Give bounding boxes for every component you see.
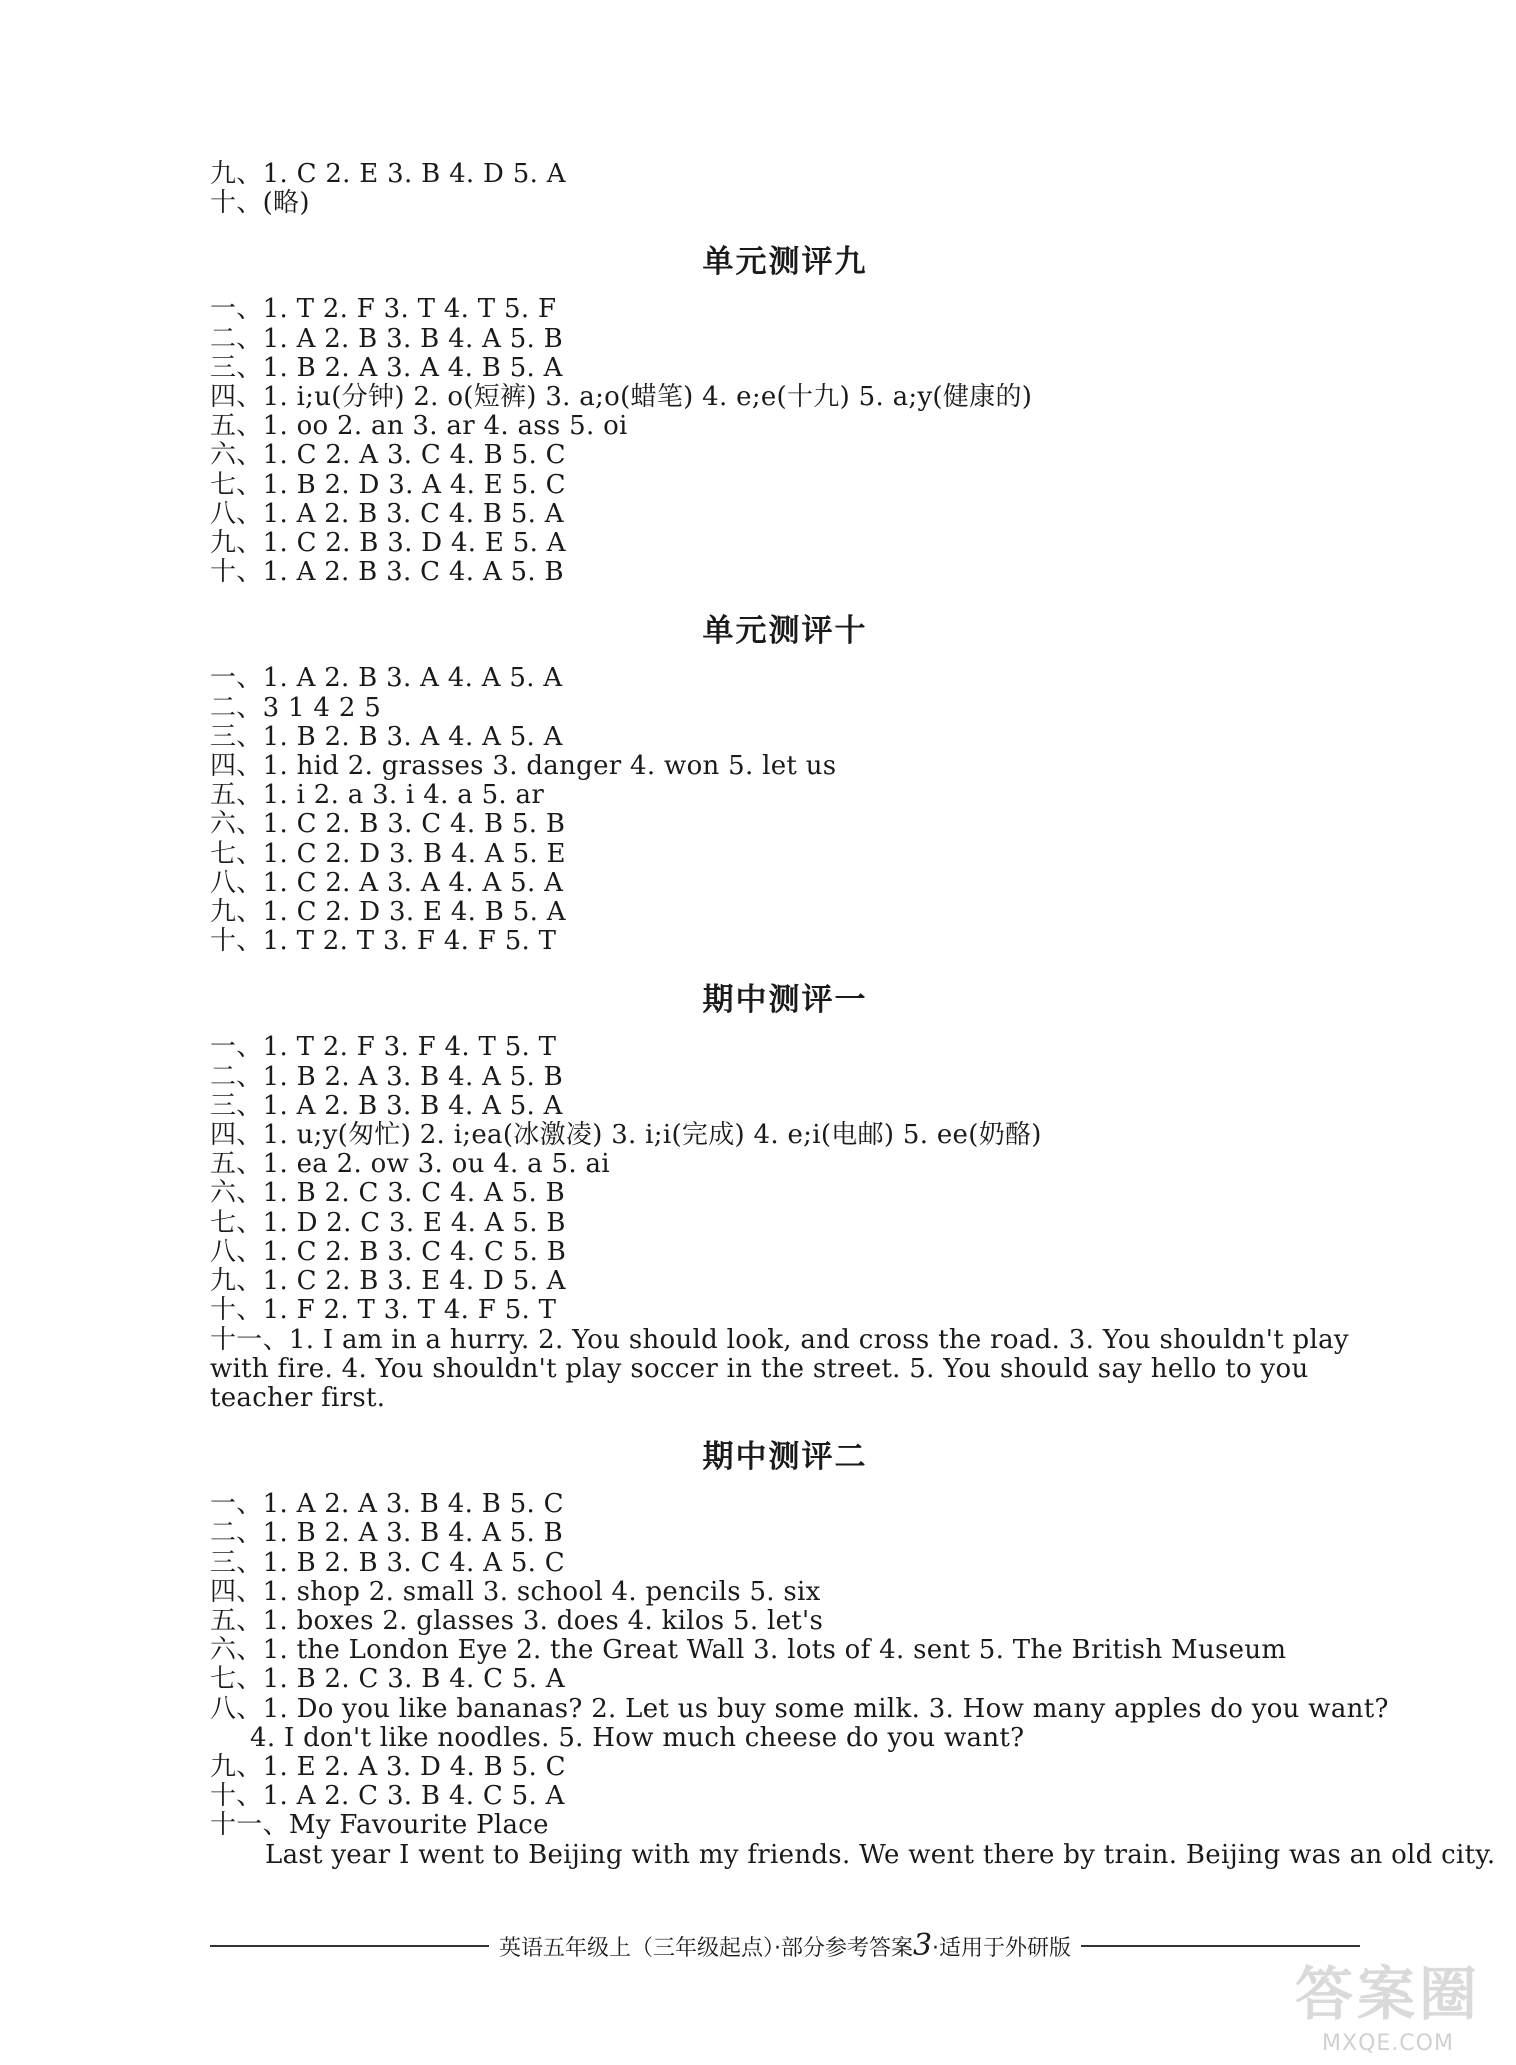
answer-line: 4. I don't like noodles. 5. How much cheese do you want?	[250, 1722, 1025, 1753]
answer-line: 十、1. A 2. B 3. C 4. A 5. B	[210, 557, 564, 588]
answer-line: 三、1. B 2. B 3. A 4. A 5. A	[210, 721, 563, 752]
answer-line: 七、1. D 2. C 3. E 4. A 5. B	[210, 1207, 566, 1238]
answer-line: 三、1. B 2. B 3. C 4. A 5. C	[210, 1547, 565, 1578]
answer-paragraph: 十一、1. I am in a hurry. 2. You should look, and cross the road. 3. You shouldn't play with fire. 4. You shouldn't play soccer in the street. 5. You should say hello to you teacher first.	[210, 1324, 1349, 1413]
answer-line: 四、1. shop 2. small 3. school 4. pencils 5. six	[210, 1576, 821, 1607]
answer-line: 六、1. the London Eye 2. the Great Wall 3. lots of 4. sent 5. The British Museum	[210, 1635, 1287, 1666]
answer-line: 五、1. i 2. a 3. i 4. a 5. ar	[210, 780, 545, 811]
answer-line: 六、1. B 2. C 3. C 4. A 5. B	[210, 1178, 565, 1209]
answer-line: 九、1. C 2. E 3. B 4. D 5. A	[210, 159, 566, 189]
section-title: 期中测评二	[702, 1439, 868, 1476]
answer-line: 四、1. i;u(分钟) 2. o(短裤) 3. a;o(蜡笔) 4. e;e(十九) 5. a;y(健康的)	[210, 382, 1033, 413]
footer-rule-left	[210, 1945, 489, 1947]
answer-key-content	[210, 159, 1496, 1870]
answer-line: 五、1. oo 2. an 3. ar 4. ass 5. oi	[210, 411, 628, 442]
answer-line: 九、1. C 2. B 3. E 4. D 5. A	[210, 1266, 566, 1297]
section-title: 单元测评十	[702, 613, 868, 650]
answer-line: 二、1. A 2. B 3. B 4. A 5. B	[210, 323, 564, 354]
answer-line: 十、1. T 2. T 3. F 4. F 5. T	[210, 926, 557, 957]
answer-line: 八、1. C 2. A 3. A 4. A 5. A	[210, 867, 564, 898]
answer-line: 二、3 1 4 2 5	[210, 692, 382, 723]
section-title: 期中测评一	[702, 982, 868, 1019]
answer-line: 九、1. C 2. D 3. E 4. B 5. A	[210, 897, 566, 928]
footer-edition: ·适用于外研版	[932, 1936, 1072, 1961]
answer-line: 二、1. B 2. A 3. B 4. A 5. B	[210, 1518, 564, 1549]
footer-text	[489, 1928, 1081, 1963]
answer-line: 七、1. B 2. D 3. A 4. E 5. C	[210, 469, 566, 500]
answer-line: 九、1. C 2. B 3. D 4. E 5. A	[210, 528, 566, 559]
section-title: 单元测评九	[702, 244, 868, 281]
answer-line: 三、1. B 2. A 3. A 4. B 5. A	[210, 352, 563, 383]
answer-line: 十一、My Favourite Place	[210, 1810, 549, 1841]
footer-title: 英语五年级上（三年级起点）·部分参考答案	[498, 1936, 913, 1961]
answer-line: 十、1. A 2. C 3. B 4. C 5. A	[210, 1781, 565, 1812]
answer-line: 二、1. B 2. A 3. B 4. A 5. B	[210, 1061, 564, 1092]
answer-line: 十、1. F 2. T 3. T 4. F 5. T	[210, 1295, 557, 1326]
answer-line: 五、1. boxes 2. glasses 3. does 4. kilos 5. let's	[210, 1605, 824, 1636]
answer-line: 八、1. A 2. B 3. C 4. B 5. A	[210, 498, 564, 529]
answer-line: 一、1. T 2. F 3. T 4. T 5. F	[210, 294, 557, 325]
answer-line: Last year I went to Beijing with my friends. We went there by train. Beijing was an old city.	[265, 1839, 1496, 1870]
watermark-url: MXQE.COM	[1322, 2031, 1454, 2056]
page-footer	[210, 1928, 1360, 1963]
answer-line: 五、1. ea 2. ow 3. ou 4. a 5. ai	[210, 1149, 610, 1180]
answer-line: 六、1. C 2. B 3. C 4. B 5. B	[210, 809, 566, 840]
watermark-text: 答案圈	[1294, 1960, 1481, 2028]
answer-line: 八、1. C 2. B 3. C 4. C 5. B	[210, 1236, 567, 1267]
answer-line: 十、(略)	[210, 188, 310, 219]
answer-line: 六、1. C 2. A 3. C 4. B 5. C	[210, 440, 566, 471]
answer-line: 九、1. E 2. A 3. D 4. B 5. C	[210, 1751, 566, 1782]
answer-line: 七、1. C 2. D 3. B 4. A 5. E	[210, 838, 566, 869]
answer-line: 四、1. u;y(匆忙) 2. i;ea(冰激凌) 3. i;i(完成) 4. e;i(电邮) 5. ee(奶酪)	[210, 1120, 1042, 1151]
answer-line: 七、1. B 2. C 3. B 4. C 5. A	[210, 1664, 565, 1695]
page-number: 3	[912, 1928, 933, 1963]
answer-line: 三、1. A 2. B 3. B 4. A 5. A	[210, 1090, 563, 1121]
watermark-logo	[1278, 1947, 1498, 2057]
answer-line: 一、1. A 2. A 3. B 4. B 5. C	[210, 1489, 564, 1520]
answer-line: 八、1. Do you like bananas? 2. Let us buy some milk. 3. How many apples do you want?	[210, 1693, 1389, 1724]
answer-line: 一、1. A 2. B 3. A 4. A 5. A	[210, 663, 563, 694]
answer-line: 四、1. hid 2. grasses 3. danger 4. won 5. let us	[210, 751, 837, 782]
answer-line: 一、1. T 2. F 3. F 4. T 5. T	[210, 1032, 557, 1063]
